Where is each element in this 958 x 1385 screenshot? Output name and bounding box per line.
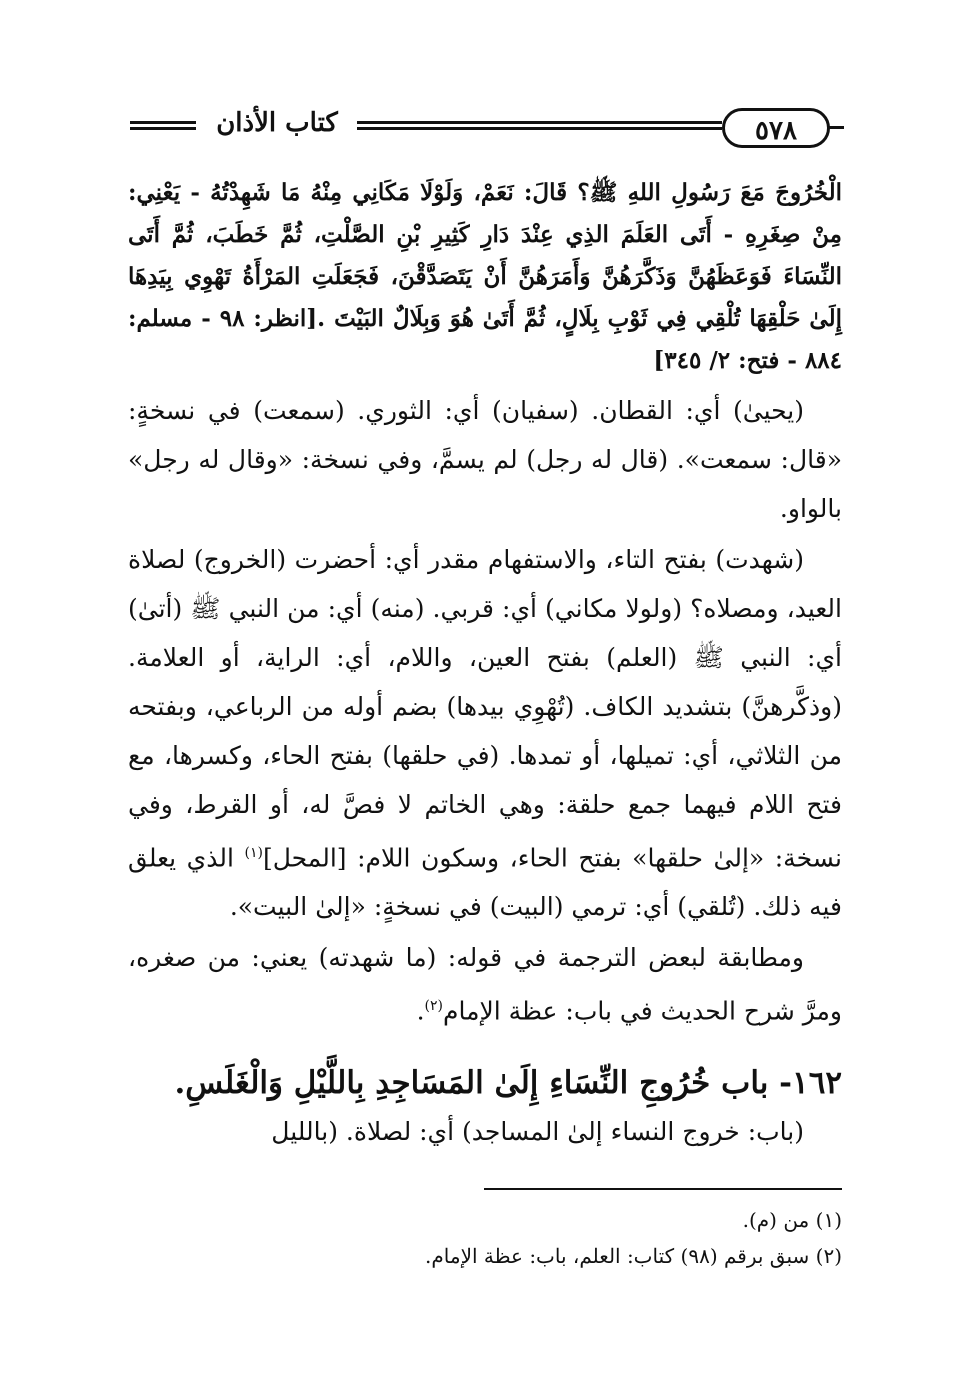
commentary-paragraph-2: [128, 535, 842, 931]
header-rule-tail: [828, 126, 844, 129]
book-title: كتاب الأذان: [216, 108, 338, 138]
chapter-heading: ١٦٢- باب خُرُوجِ النِّسَاءِ إِلَىٰ المَسَاجِدِ بِاللَّيْلِ وَالْغَلَسِ.: [174, 1065, 842, 1101]
commentary-paragraph-2-text-b: الذي يعلق فيه ذلك. (تُلقي) أي: ترمي (البيت) في نسخةٍ: «إلىٰ البيت».: [128, 843, 842, 922]
commentary-paragraph-2-text-a: (شهدت) بفتح التاء، والاستفهام مقدر أي: أحضرت (الخروج) لصلاة العيد، ومصلاه؟ (ولولا مكاني) أي: قربي. (منه) أي: من النبي ﷺ (أتىٰ) أي: النبي ﷺ (العلم) بفتح العين، واللام، أي: الراية، أو العلامة. (وذكَّرهنَّ) بتشديد الكاف. (تُهْوِي بيدها) بضم أوله من الرباعي، وبفتحه من الثلاثي، أي: تميلها، أو تمدها. (في حلقها) بفتح الحاء، وكسرها، مع فتح اللام فيهما جمع حلقة: وهي الخاتم لا فصَّ له، أو القرط، وفي نسخة: «إلىٰ حلقها» بفتح الحاء، وسكون اللام: [المحل]: [128, 545, 842, 873]
main-text: [128, 172, 842, 1038]
commentary-paragraph-1: (يحيىٰ) أي: القطان. (سفيان) أي: الثوري. (سمعت) في نسخةٍ: «قال: سمعت». (قال له رجل) لم يسمَّ، وفي نسخة: «وقال له رجل» بالواو.: [128, 396, 842, 523]
footnote-2: (٢) سبق برقم (٩٨) كتاب: العلم، باب: عظة الإمام.: [425, 1244, 842, 1268]
commentary-paragraph-3: [128, 933, 842, 1035]
commentary-paragraph-3-text: ومطابقة لبعض الترجمة في قوله: (ما شهدته) يعني: من صغره، ومرَّ شرح الحديث في باب: عظة الإمام: [128, 943, 842, 1026]
header-rule-middle: [357, 121, 722, 130]
footnote-marker-2: (٢): [424, 998, 443, 1015]
hadith-text: الْخُرُوجَ مَعَ رَسُولِ اللهِ ﷺ؟ قَالَ: نَعَمْ، وَلَوْلَا مَكَانِي مِنْهُ مَا شَهِدْتُهُ - يَعْنِي: مِنْ صِغَرِهِ - أَتَى العَلَمَ الذِي عِنْدَ دَارِ كَثِيرِ بْنِ الصَّلْتِ، ثُمَّ خَطَبَ، ثُمَّ أَتَى النِّسَاءَ فَوَعَظَهُنَّ وَذَكَّرَهُنَّ وَأَمَرَهُنَّ أَنْ يَتَصَدَّقْنَ، فَجَعَلَتِ المَرْأَةُ تَهْوِي بِيَدِهَا إِلَىٰ حَلْقِهَا تُلْقِي فِي ثَوْبِ بِلَالٍ، ثُمَّ أَتَىٰ هُوَ وَبِلَالٌ البَيْتَ .[انظر: ٩٨ - مسلم: ٨٨٤ - فتح: ٢/ ٣٤٥]: [128, 179, 842, 374]
page-number: ٥٧٨: [722, 108, 830, 148]
footnote-divider: [484, 1188, 842, 1190]
footnote-1: (١) من (م).: [742, 1208, 842, 1232]
page-header: [122, 108, 842, 154]
header-rule-left: [130, 121, 196, 130]
footnotes: [128, 1202, 842, 1274]
footnote-marker-1: (١): [244, 845, 263, 861]
commentary-paragraph-3-end: .: [416, 996, 425, 1026]
chapter-commentary: (باب: خروج النساء إلىٰ المساجد) أي: لصلاة. (بالليل: [271, 1117, 804, 1146]
